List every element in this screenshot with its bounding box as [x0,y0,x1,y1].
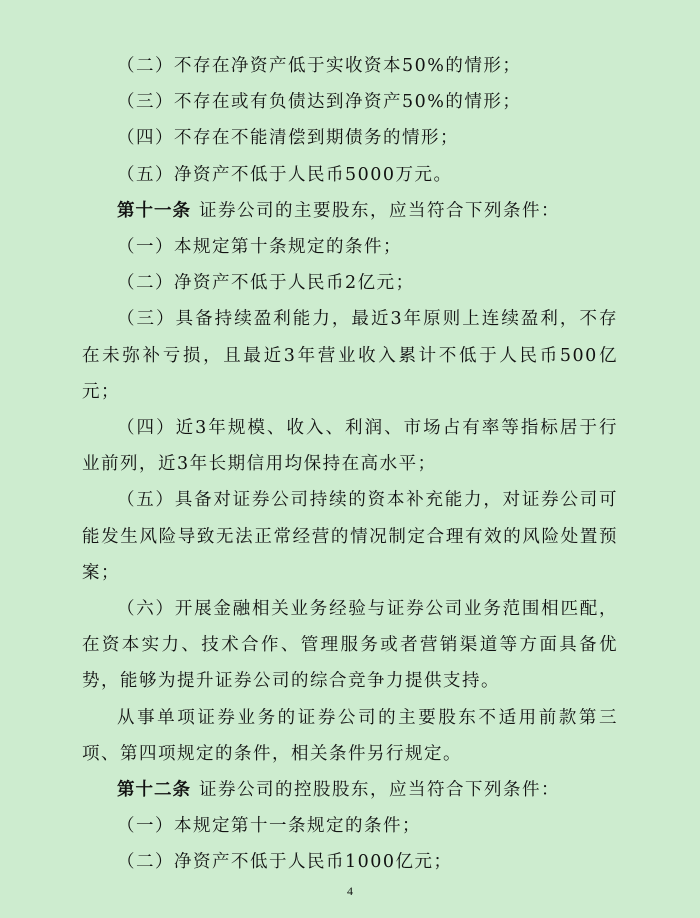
clause-paragraph [82,700,618,772]
paragraph-text: 从事单项证券业务的证券公司的主要股东不适用前款第三项、第四项规定的条件，相关条件另行规定。 [82,707,618,764]
document-body [82,48,618,881]
clause-paragraph [82,265,618,301]
paragraph-text: （三）不存在或有负债达到净资产50%的情形； [117,92,522,113]
clause-paragraph [82,84,618,120]
clause-paragraph [82,482,618,591]
paragraph-text: （二）净资产不低于人民币1000亿元； [117,852,453,873]
paragraph-text: （二）不存在净资产低于实收资本50%的情形； [117,56,522,76]
clause-paragraph [82,591,618,700]
clause-paragraph [82,120,618,156]
clause-paragraph [82,48,618,84]
clause-paragraph [82,410,618,482]
paragraph-text: （四）不存在不能清偿到期债务的情形； [117,128,459,149]
clause-paragraph [82,157,618,193]
clause-paragraph [82,301,618,410]
page-number: 4 [347,884,353,898]
paragraph-text: （三）具备持续盈利能力，最近3年原则上连续盈利，不存在未弥补亏损，且最近3年营业收入累计不低于人民币500亿元； [82,309,618,402]
paragraph-text: （四）近3年规模、收入、利润、市场占有率等指标居于行业前列，近3年长期信用均保持在高水平； [82,418,618,475]
paragraph-text: 证券公司的主要股东，应当符合下列条件： [199,200,560,221]
article-paragraph [82,193,618,229]
paragraph-text: （五）净资产不低于人民币5000万元。 [117,164,453,185]
clause-paragraph [82,808,618,844]
clause-paragraph [82,844,618,880]
clause-paragraph [82,229,618,265]
paragraph-text: （一）本规定第十条规定的条件； [117,237,402,258]
paragraph-text: （五）具备对证券公司持续的资本补充能力，对证券公司可能发生风险导致无法正常经营的情况制定合理有效的风险处置预案； [82,490,618,583]
article-number: 第十一条 [117,200,191,221]
article-number: 第十二条 [117,780,191,801]
paragraph-text: （二）净资产不低于人民币2亿元； [117,273,415,294]
paragraph-text: （六）开展金融相关业务经验与证券公司业务范围相匹配，在资本实力、技术合作、管理服务或者营销渠道等方面具备优势，能够为提升证券公司的综合竞争力提供支持。 [82,599,618,692]
paragraph-text: 证券公司的控股股东，应当符合下列条件： [199,780,560,801]
paragraph-text: （一）本规定第十一条规定的条件； [117,816,421,837]
article-paragraph [82,772,618,808]
